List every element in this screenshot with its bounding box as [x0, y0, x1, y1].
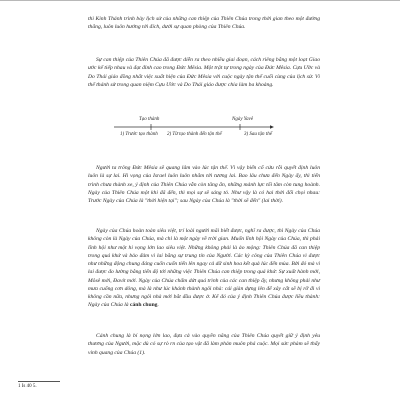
diagram-step-2: 2) Từ tạo thành đến tận thế: [167, 132, 222, 137]
diagram-label-creation: Tạo thành: [139, 117, 160, 122]
paragraph-3: Người ta trông Đức Mêsia sẽ quang lâm vào lúc tận thế. Vì vậy biến cố cứu rỗi quyết định luôn luôn là sự lai. Hi vọng của Israel luôn luôn nhắm tới tương lai. Bao lâu chưa đến Ngày ấy, thì tiến trình chưa thành xe, ý định của Thiên Chúa vẫn còn tăng ẩn, những mảnh lực tối tăm còn tung hoành. Ngày của Thiên Chúa một khi đã đến, thì mọi sự sẽ sáng tỏ. Như vậy là có hai thời đối chọi nhau: Trước Ngày của Chúa là "thời hiện tại"; sau Ngày của Chúa là "thời sẽ đến" (lai thời).: [88, 165, 320, 204]
paragraph-4: Ngày của Chúa hoàn toàn siêu việt, trí loài người mãi biết được, nghĩ ra được, thì Ngày của Chúa không còn là Ngày của Chúa, mà chỉ là một ngày về trời gian. Muốn lĩnh hội Ngày của Chúa, thì phải lĩnh hội như một hi vọng lớn lao siêu việt. Những không phải là ảo mộng: Thiên Chúa đã can thiệp trong quá khứ và bảo đảm vì lai bằng sự trung tín của Người. Các kỳ công của Thiên Chúa vì được như những động chung đáng cuốn cuốn tiến lên ngay cả dữ sinh hoa kết quả lúc đến mùa. Bởi đó mà vì lai được đo lường bằng tiến độ tới những việc Thiên Chúa can thiệp trong quá khứ: Sự xuất hành mới, Môsê mới, Đavít mới. Ngày của Chúa chấm dứt quá trình của các can thiệp ấy, nhưng không phải như mưa cuống cơn dông, mà là như lúc khánh thành ngôi nhà: cái giàn dựng lên để xây cất sẽ bị rỡ đi vì không cần nữa, nhưng ngôi nhà mới bắt đầu được ở. Kể đó của ý định Thiên Chúa được liều thành: Ngày của Chúa là cánh chung.: [88, 228, 320, 309]
paragraph-4-text: Ngày của Chúa hoàn toàn siêu việt, trí loài người mãi biết được, nghĩ ra được, thì Ngày của Chúa không còn là Ngày của Chúa, mà chỉ là một ngày về trời gian. Muốn lĩnh hội Ngày của Chúa, thì phải lĩnh hội như một hi vọng lớn lao siêu việt. Những không phải là ảo mộng: Thiên Chúa đã can thiệp trong quá khứ và bảo đảm vì lai bằng sự trung tín của Người. Các kỳ công của Thiên Chúa vì được như những động chung đáng cuốn cuốn tiến lên ngay cả dữ sinh hoa kết quả lúc đến mùa. Bởi đó mà vì lai được đo lường bằng tiến độ tới những việc Thiên Chúa can thiệp trong quá khứ: Sự xuất hành mới, Môsê mới, Đavít mới. Ngày của Chúa chấm dứt quá trình của các can thiệp ấy, nhưng không phải như mưa cuống cơn dông, mà là như lúc khánh thành ngôi nhà: cái giàn dựng lên để xây cất sẽ bị rỡ đi vì không cần nữa, nhưng ngôi nhà mới bắt đầu được ở. Kể đó của ý định Thiên Chúa được liều thành: Ngày của Chúa là: [88, 228, 320, 309]
paragraph-2: Sự can thiệp của Thiên Chúa đã được diễn ra theo nhiều giai đoạn, cách riêng bằng một loạt Giao ước kế tiếp nhau và đạt đỉnh cao trong Đức Mêsia. Một trật tự trong ngày của Đức Mêsia. Cựu Ước và Do Thái giáo đồng nhất việc xuất hiện của Đức Mêsia với cuộc ngày tận thế cuối cùng của lịch sử. Vì thế thánh sử trong quan niệm Cựu Ước và Do Thái giáo được chia làm ba khoảng.: [88, 57, 320, 88]
paragraph-5: Cánh chung là bí nọng lớn lao, đựa cả vào quyền năng của Thiên Chúa quyết giữ ý định yêu thương của Người, mặc dù có sự rò rn của tạo vật đã làm phản muôn phá cuộc. Mọi sức phàm sẽ thấy vinh quang của Chúa (1).: [88, 333, 320, 356]
diagram-step-1: 1) Trước tạo thành: [120, 132, 158, 137]
diagram-label-yhwh-day: Ngày Yavê: [232, 117, 254, 122]
top-edge-rule: [0, 0, 400, 1]
footnote-rule: [18, 381, 60, 382]
paragraph-1: thì Kinh Thánh trình bày lịch sử của những can thiệp của Thiên Chúa trong thời gian theo một đường thẳng, luôn luôn hướng tới đích, dưới sự quan phòng của Thiên Chúa.: [88, 16, 320, 31]
term-eschaton: cánh chung: [129, 302, 158, 309]
footnote: 1 Is 40 5.: [18, 384, 37, 389]
diagram-step-3: 3) Sau tận thế: [244, 132, 272, 137]
